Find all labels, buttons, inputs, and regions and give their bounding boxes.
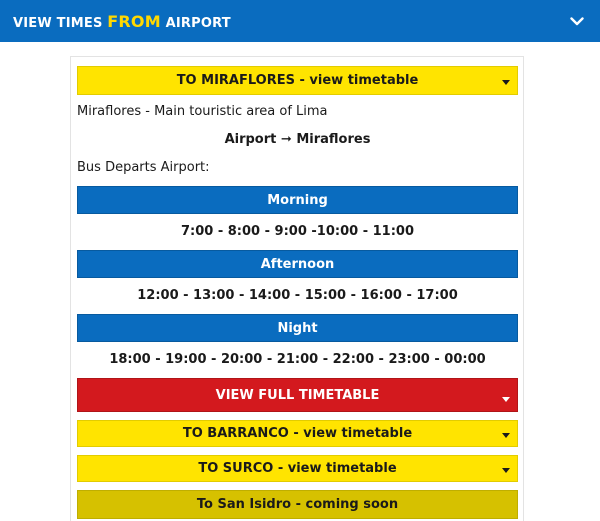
caret-down-icon	[502, 80, 510, 85]
arrow-right-icon: ➞	[280, 132, 292, 147]
afternoon-header	[77, 250, 518, 278]
afternoon-times: 12:00 - 13:00 - 14:00 - 15:00 - 16:00 - 17:00	[137, 288, 458, 303]
header-title-suffix: AIRPORT	[165, 15, 231, 31]
header-title-prefix: VIEW TIMES	[13, 15, 103, 31]
header-title	[13, 12, 231, 31]
route-to: Miraflores	[296, 132, 371, 147]
barranco-timetable-toggle[interactable]	[77, 420, 518, 447]
section-title: Morning	[267, 192, 328, 208]
route-label	[77, 132, 518, 147]
san-isidro-coming-soon	[77, 490, 518, 519]
section-title: Night	[277, 320, 318, 336]
surco-timetable-toggle[interactable]	[77, 455, 518, 482]
airport-times-header[interactable]	[0, 0, 600, 42]
morning-times: 7:00 - 8:00 - 9:00 -10:00 - 11:00	[180, 224, 415, 239]
chevron-down-icon[interactable]	[567, 11, 587, 31]
caret-down-icon	[502, 397, 510, 402]
barranco-toggle-label: TO BARRANCO - view timetable	[182, 426, 413, 441]
caret-down-icon	[502, 468, 510, 473]
miraflores-toggle-label: TO MIRAFLORES - view timetable	[176, 73, 419, 88]
morning-header	[77, 186, 518, 214]
departs-label: Bus Departs Airport:	[77, 160, 210, 175]
night-header	[77, 314, 518, 342]
caret-down-icon	[502, 433, 510, 438]
header-title-highlight: FROM	[107, 11, 161, 31]
route-from: Airport	[224, 132, 277, 147]
surco-toggle-label: TO SURCO - view timetable	[198, 461, 397, 476]
section-title: Afternoon	[260, 256, 335, 272]
full-timetable-label: VIEW FULL TIMETABLE	[215, 387, 380, 403]
miraflores-description: Miraflores - Main touristic area of Lima	[77, 104, 328, 119]
miraflores-timetable-toggle[interactable]	[77, 66, 518, 95]
san-isidro-label: To San Isidro - coming soon	[196, 497, 399, 512]
view-full-timetable-button[interactable]	[77, 378, 518, 412]
night-times: 18:00 - 19:00 - 20:00 - 21:00 - 22:00 - 23:00 - 00:00	[109, 352, 486, 367]
